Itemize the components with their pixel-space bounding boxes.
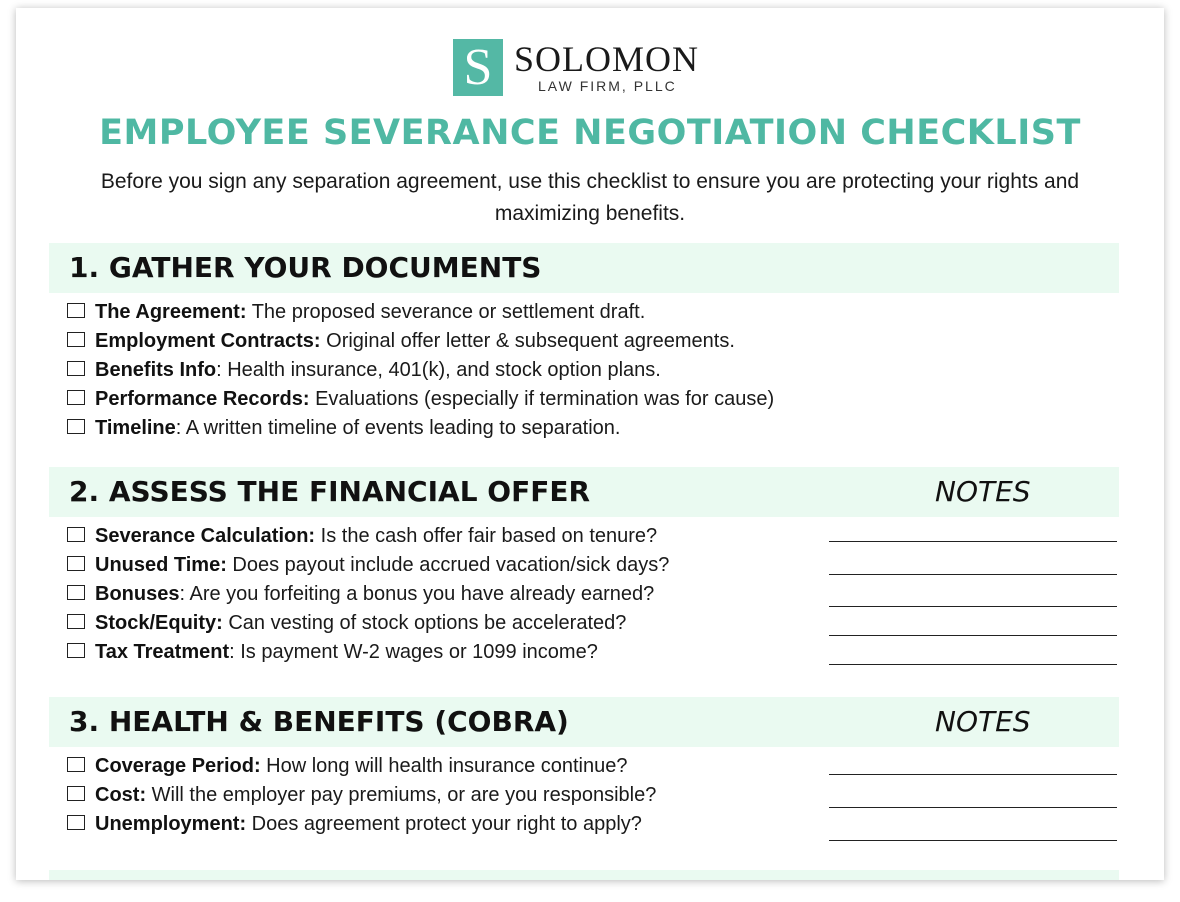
- item-text: Will the employer pay premiums, or are you responsible?: [146, 784, 657, 806]
- logo-firm-name: SOLOMON: [514, 39, 700, 79]
- section-title: 1. GATHER YOUR DOCUMENTS: [69, 251, 542, 284]
- item-label: Coverage Period:: [95, 755, 261, 777]
- page-title: EMPLOYEE SEVERANCE NEGOTIATION CHECKLIST: [99, 113, 1081, 153]
- list-item: [67, 327, 774, 356]
- item-text: Can vesting of stock options be accelerated?: [222, 612, 627, 634]
- item-text: : A written timeline of events leading to separation.: [175, 417, 621, 439]
- section-header-financial: [49, 467, 1119, 517]
- list-item: [67, 551, 669, 580]
- list-item: [67, 356, 774, 385]
- checkbox[interactable]: [67, 361, 85, 376]
- firm-logo: [453, 39, 723, 97]
- note-line[interactable]: [829, 574, 1117, 575]
- checklist-page: [16, 8, 1164, 880]
- list-item: [67, 752, 656, 781]
- item-label: Tax Treatment: [95, 641, 230, 663]
- checkbox[interactable]: [67, 757, 85, 772]
- item-text: : Are you forfeiting a bonus you have already earned?: [179, 583, 655, 605]
- note-line[interactable]: [829, 664, 1117, 665]
- item-label: Performance Records:: [95, 388, 310, 410]
- note-line[interactable]: [829, 774, 1117, 775]
- checkbox[interactable]: [67, 643, 85, 658]
- checkbox[interactable]: [67, 390, 85, 405]
- section-title: 3. HEALTH & BENEFITS (COBRA): [69, 705, 569, 738]
- item-text: Original offer letter & subsequent agreements.: [320, 330, 735, 352]
- list-item: [67, 522, 669, 551]
- section-title: 2. ASSESS THE FINANCIAL OFFER: [69, 475, 591, 508]
- item-text: Is the cash offer fair based on tenure?: [315, 525, 658, 547]
- note-line[interactable]: [829, 840, 1117, 841]
- checklist-financial: [67, 522, 669, 667]
- item-label: Timeline: [95, 417, 176, 439]
- item-text: Evaluations (especially if termination was for cause): [309, 388, 775, 410]
- note-line[interactable]: [829, 635, 1117, 636]
- list-item: [67, 298, 774, 327]
- item-label: Employment Contracts:: [95, 330, 321, 352]
- list-item: [67, 638, 669, 667]
- item-text: : Health insurance, 401(k), and stock option plans.: [216, 359, 661, 381]
- item-label: Severance Calculation:: [95, 525, 316, 547]
- section-header-health: [49, 697, 1119, 747]
- list-item: [67, 609, 669, 638]
- checkbox[interactable]: [67, 585, 85, 600]
- item-label: Benefits Info: [95, 359, 217, 381]
- checklist-documents: [67, 298, 774, 443]
- note-line[interactable]: [829, 541, 1117, 542]
- list-item: [67, 781, 656, 810]
- notes-label: NOTES: [935, 705, 1031, 738]
- logo-firm-subtitle: LAW FIRM, PLLC: [538, 78, 677, 94]
- list-item: [67, 414, 774, 443]
- note-line[interactable]: [829, 606, 1117, 607]
- list-item: [67, 810, 656, 839]
- section-header-next: [49, 870, 1119, 880]
- checkbox[interactable]: [67, 303, 85, 318]
- section-header-documents: [49, 243, 1119, 293]
- intro-text: Before you sign any separation agreement, use this checklist to ensure you are protecting your rights and maximizing benefits.: [100, 170, 1080, 225]
- logo-mark: S: [453, 39, 503, 96]
- note-line[interactable]: [829, 807, 1117, 808]
- item-label: Unemployment:: [95, 813, 247, 835]
- item-text: The proposed severance or settlement draft.: [246, 301, 646, 323]
- item-text: Does agreement protect your right to apply?: [246, 813, 642, 835]
- checkbox[interactable]: [67, 419, 85, 434]
- checkbox[interactable]: [67, 556, 85, 571]
- item-text: Does payout include accrued vacation/sick days?: [226, 554, 670, 576]
- item-label: Bonuses: [95, 583, 180, 605]
- checkbox[interactable]: [67, 332, 85, 347]
- checkbox[interactable]: [67, 786, 85, 801]
- item-label: The Agreement:: [95, 301, 247, 323]
- notes-label: NOTES: [935, 475, 1031, 508]
- list-item: [67, 385, 774, 414]
- checkbox[interactable]: [67, 614, 85, 629]
- checkbox[interactable]: [67, 815, 85, 830]
- checkbox[interactable]: [67, 527, 85, 542]
- item-text: How long will health insurance continue?: [260, 755, 628, 777]
- item-text: : Is payment W-2 wages or 1099 income?: [229, 641, 598, 663]
- checklist-health: [67, 752, 656, 839]
- list-item: [67, 580, 669, 609]
- item-label: Stock/Equity:: [95, 612, 223, 634]
- item-label: Unused Time:: [95, 554, 227, 576]
- item-label: Cost:: [95, 784, 147, 806]
